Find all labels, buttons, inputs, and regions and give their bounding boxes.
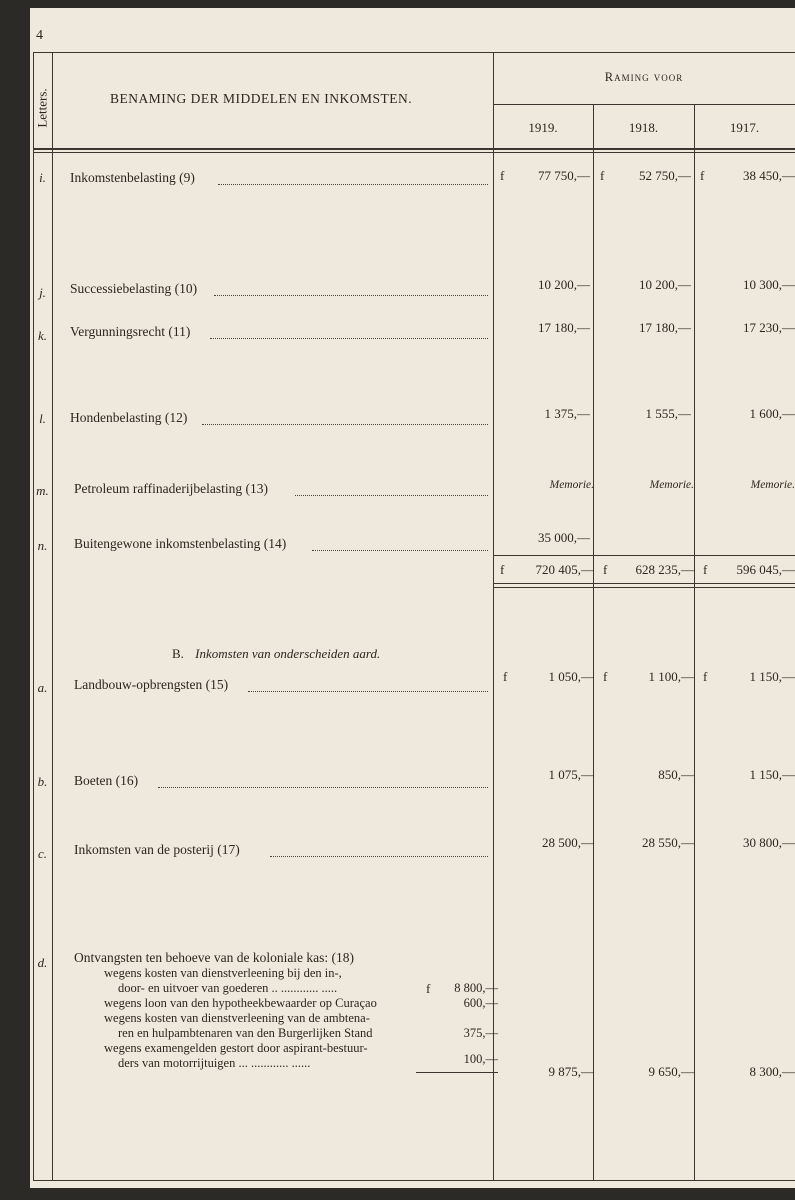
row-label: Landbouw-opbrengsten (15) <box>74 677 229 692</box>
row-label: Hondenbelasting (12) <box>70 410 188 425</box>
value-1918: 1 555,— <box>645 406 691 421</box>
leader-dots <box>210 338 488 339</box>
row-label: Vergunningsrecht (11) <box>70 324 191 339</box>
total-1918: 628 235,— <box>635 562 694 577</box>
currency-sign: f <box>603 669 608 684</box>
sub-line: ders van motorrijtuigen ... ............ ...... <box>118 1056 311 1070</box>
sub-amount: 600,— <box>463 996 498 1010</box>
value-1919: 10 200,— <box>538 277 590 292</box>
header-top-rule <box>33 52 795 53</box>
value-1917: 30 800,— <box>743 835 795 850</box>
row-label: Boeten (16) <box>74 773 139 788</box>
value-1919: 28 500,— <box>542 835 594 850</box>
page-number: 4 <box>36 28 43 43</box>
letters-header-cell <box>33 68 52 148</box>
document-page <box>30 8 795 1188</box>
section-b-letter: B. <box>172 646 184 661</box>
value-1918: 10 200,— <box>639 277 691 292</box>
currency-sign: f <box>700 168 705 183</box>
sub-amount: 100,— <box>463 1052 498 1066</box>
currency-sign: f <box>703 669 708 684</box>
row-letter: l. <box>39 411 46 426</box>
currency-sign: f <box>703 562 708 577</box>
currency-sign: f <box>426 981 431 996</box>
sub-line: wegens kosten van dienstverleening bij den in-, <box>104 966 342 980</box>
left-border <box>33 52 34 1180</box>
section-b-title: Inkomsten van onderscheiden aard. <box>195 646 381 661</box>
year-1918-header: 1918. <box>628 120 659 135</box>
total-1919: 720 405,— <box>535 562 594 577</box>
currency-sign: f <box>600 168 605 183</box>
leader-dots <box>218 184 488 185</box>
value-1917: 8 300,— <box>749 1064 795 1079</box>
sub-amount: 8 800,— <box>454 981 498 995</box>
value-1918: 28 550,— <box>642 835 694 850</box>
value-1919: 1 075,— <box>548 767 594 782</box>
leader-dots <box>202 424 488 425</box>
value-1918: 9 650,— <box>648 1064 694 1079</box>
year-1919-header: 1919. <box>528 120 558 135</box>
value-1918: 52 750,— <box>639 168 691 183</box>
leader-dots <box>295 495 488 496</box>
leader-dots <box>158 787 488 788</box>
row-label: Petroleum raffinaderijbelasting (13) <box>74 481 268 496</box>
row-letter: j. <box>39 285 46 300</box>
row-letter: k. <box>37 328 48 343</box>
total-rule-bottom-2 <box>493 587 795 588</box>
row-letter: n. <box>37 538 48 553</box>
total-rule-bottom <box>493 583 795 584</box>
col-1918-rule <box>694 104 695 1180</box>
value-1917: 1 150,— <box>749 669 795 684</box>
section-b-heading <box>172 646 380 662</box>
value-1919: 17 180,— <box>538 320 590 335</box>
currency-sign: f <box>603 562 608 577</box>
row-letter: i. <box>39 170 46 185</box>
sub-amount: 375,— <box>463 1026 498 1040</box>
sub-line: ren en hulpambtenaren van den Burgerlijken Stand <box>118 1026 373 1040</box>
value-1917: 10 300,— <box>743 277 795 292</box>
raming-divider <box>493 104 795 105</box>
total-rule-top <box>493 555 795 556</box>
value-1918: 1 100,— <box>648 669 694 684</box>
sub-line: wegens examengelden gestort door aspirant-bestuur- <box>104 1041 368 1055</box>
value-1919: 1 375,— <box>544 406 590 421</box>
sub-line: door- en uitvoer van goederen .. ............ ..... <box>118 981 338 995</box>
row-letter: d. <box>37 955 48 970</box>
row-label: Successiebelasting (10) <box>70 281 198 296</box>
currency-sign: f <box>503 669 508 684</box>
value-1918: 17 180,— <box>639 320 691 335</box>
row-letter: m. <box>36 483 49 498</box>
row-label: Inkomstenbelasting (9) <box>70 170 195 185</box>
table-bottom-rule <box>33 1180 795 1181</box>
letters-header: Letters. <box>34 88 50 128</box>
value-1917: 17 230,— <box>743 320 795 335</box>
header-bottom-rule-2 <box>33 152 795 153</box>
value-1919: 77 750,— <box>538 168 590 183</box>
value-1919: 35 000,— <box>538 530 590 545</box>
year-1917-header: 1917. <box>729 120 760 135</box>
total-1917: 596 045,— <box>736 562 795 577</box>
leader-dots <box>270 856 488 857</box>
leader-dots <box>248 691 488 692</box>
row-letter: a. <box>37 680 48 695</box>
sub-line: wegens kosten van dienstverleening van de ambtena- <box>104 1011 370 1025</box>
value-1917: Memorie. <box>750 479 795 491</box>
column-title: BENAMING DER MIDDELEN EN INKOMSTEN. <box>110 91 413 106</box>
row-label: Inkomsten van de posterij (17) <box>74 842 240 857</box>
row-heading: Ontvangsten ten behoeve van de koloniale kas: (18) <box>74 950 355 965</box>
sub-line: wegens loon van den hypotheekbewaarder op Curaçao <box>104 996 377 1010</box>
col-1919-rule <box>593 104 594 1180</box>
value-1919: 9 875,— <box>548 1064 594 1079</box>
value-1917: 38 450,— <box>743 168 795 183</box>
row-letter: c. <box>37 846 48 861</box>
currency-sign: f <box>500 168 505 183</box>
row-letter: b. <box>37 774 48 789</box>
value-1919: 1 050,— <box>548 669 594 684</box>
row-label: Buitengewone inkomstenbelasting (14) <box>74 536 287 551</box>
leader-dots <box>214 295 488 296</box>
value-1917: 1 600,— <box>749 406 795 421</box>
value-1919: Memorie. <box>549 479 594 491</box>
leader-dots <box>312 550 488 551</box>
value-1918: Memorie. <box>649 479 694 491</box>
letters-column-rule <box>52 52 53 1180</box>
value-1918: 850,— <box>658 767 694 782</box>
value-1917: 1 150,— <box>749 767 795 782</box>
currency-sign: f <box>500 562 505 577</box>
header-bottom-rule <box>33 148 795 150</box>
subtotal-rule <box>416 1072 498 1073</box>
raming-header: Raming voor <box>604 70 684 84</box>
